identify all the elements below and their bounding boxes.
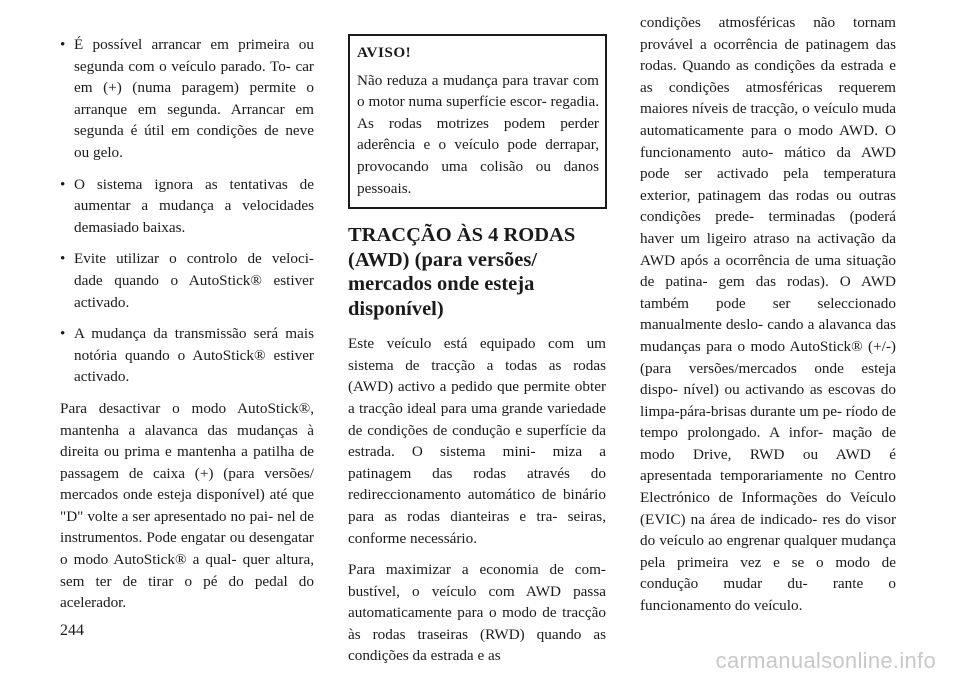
bullet-item	[60, 323, 314, 388]
warning-box	[348, 34, 607, 209]
bullet-text: Evite utilizar o controlo de veloci- dade quando o AutoStick® estiver activado.	[74, 250, 314, 311]
awd-economy-paragraph: Para maximizar a economia de com- bustível, o veículo com AWD passa automaticamente para o modo de tracção às rodas traseiras (RWD) quando as condições da estrada e as	[348, 561, 606, 665]
bullet-text: É possível arrancar em primeira ou segunda com o veículo parado. To- car em (+) (numa paragem) permite o arranque em segunda. Arrancar em segunda é útil em condições de neve ou gelo.	[74, 36, 314, 161]
bullet-marker: •	[60, 325, 66, 343]
bullet-marker: •	[60, 250, 66, 268]
section-heading: TRACÇÃO ÀS 4 RODAS (AWD) (para versões/ mercados onde esteja disponível)	[348, 224, 576, 320]
bullet-list	[60, 34, 314, 388]
watermark: carmanualsonline.info	[715, 648, 936, 673]
middle-column	[348, 34, 606, 677]
warning-text: Não reduza a mudança para travar com o motor numa superfície escor- regadia. As rodas motrizes podem perder aderência e o veículo pode derrapar, provocando uma colisão ou danos pessoais.	[357, 71, 599, 197]
autostick-paragraph: Para desactivar o modo AutoStick®, mantenha a alavanca das mudanças à direita ou prima e mantenha a patilha de passagem de caixa (+) (para versões/ mercados onde esteja disponível) até que "D" volte a ser apresentado no pai- nel de instrumentos. Pode engatar ou desengatar o modo AutoStick® a qual- quer altura, sem ter de tirar o pé do pedal do acelerador.	[60, 399, 314, 612]
bullet-marker: •	[60, 175, 66, 193]
warning-title: AVISO!	[357, 44, 412, 61]
bullet-item	[60, 34, 314, 164]
awd-intro-paragraph: Este veículo está equipado com um sistema de tracção a todas as rodas (AWD) activo a pedido que permite obter a tracção ideal para uma grande variedade de condições de condução e superfície da estrada. O sistema mini- miza a patinagem das rodas através do redireccionamento automático de binário para as rodas dianteiras e tra- seiras, conforme necessário.	[348, 335, 606, 547]
bullet-text: A mudança da transmissão será mais notória quando o AutoStick® estiver activado.	[74, 325, 314, 386]
bullet-marker: •	[60, 36, 66, 53]
bullet-item	[60, 174, 314, 239]
page-number: 244	[60, 622, 84, 639]
bullet-text: O sistema ignora as tentativas de aumentar a mudança a velocidades demasiado baixas.	[74, 175, 314, 236]
right-column	[640, 12, 896, 617]
left-column	[60, 34, 314, 614]
bullet-item	[60, 248, 314, 313]
awd-continued-paragraph: condições atmosféricas não tornam provável a ocorrência de patinagem das rodas. Quando as condições da estrada e as condições atmosféricas requerem maiores níveis de tracção, o veículo muda automaticamente para o modo AWD. O funcionamento auto- mático da AWD pode ser activado pela temperatura exterior, patinagem das rodas ou outras condições prede- terminadas (poderá haver um ligeiro atraso na activação da AWD após a ocorrência de uma situação de patina- gem das rodas). O AWD também pode ser seleccionado manualmente deslo- cando a alavanca das mudanças para o modo AutoStick® (+/-) (para versões/mercados onde esteja dispo- nível) ou activando as escovas do limpa-pára-brisas durante um pe- ríodo de tempo prolongado. A infor- mação de modo Drive, RWD ou AWD é apresentada temporariamente no Centro Electrónico de Informações do Veículo (EVIC) na área de indicado- res do visor do veículo ao engrenar qualquer mudança pela primeira vez e se o modo de condução mudar du- rante o funcionamento do veículo.	[640, 14, 896, 615]
